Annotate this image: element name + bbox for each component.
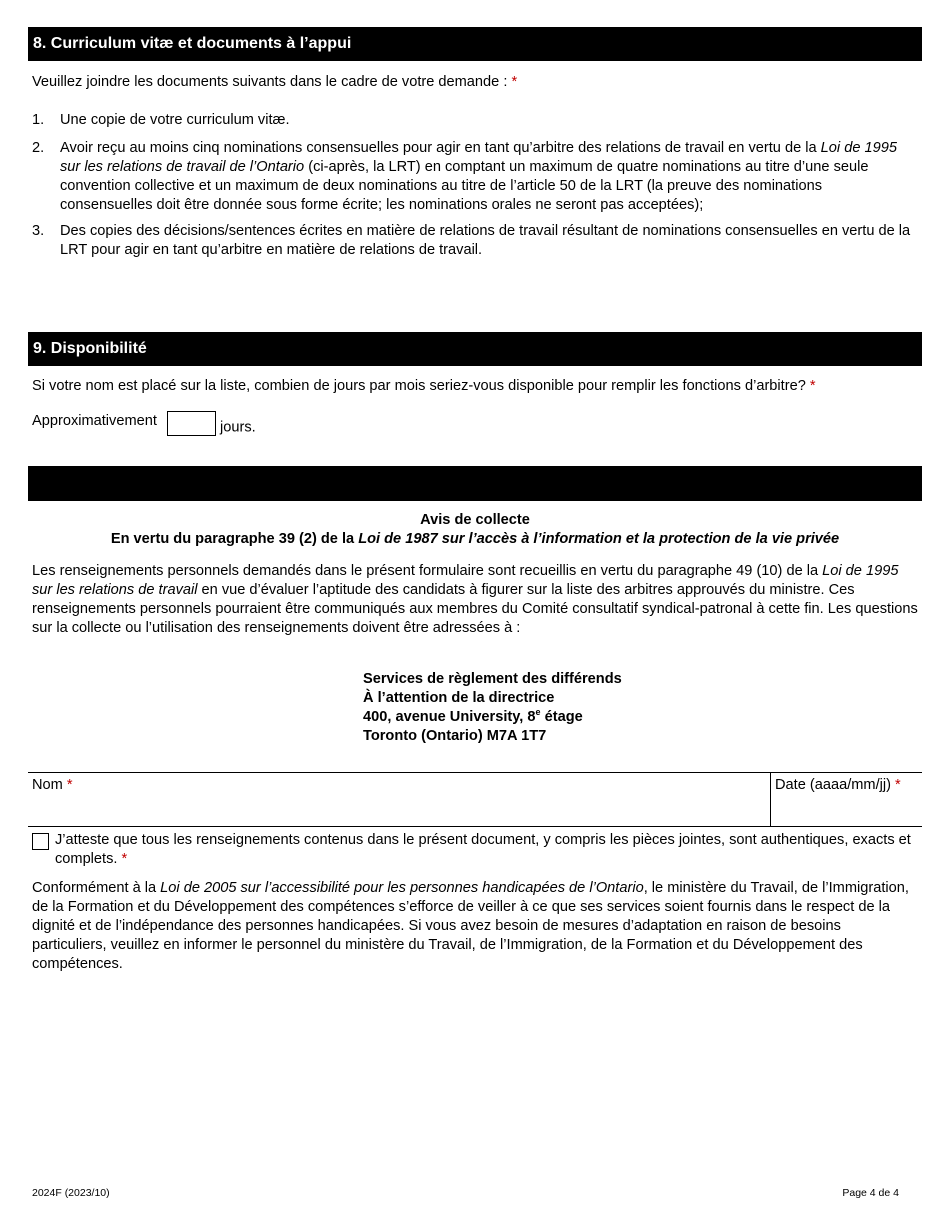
required-marker: * (895, 777, 901, 793)
attestation-checkbox[interactable] (32, 833, 49, 850)
section-9-title: 9. Disponibilité (33, 340, 147, 357)
accessibility-statement: Conformément à la Loi de 2005 sur l’accessibilité pour les personnes handicapées de l’Ontario, le ministère du Travail, de l’Immigration, de la Formation et du Développement des compétences s’efforce de veiller à ce que ses services soient fournis dans le respect de la dignité et de l’indépendance des personnes handicapées. Si vous avez besoin de mesures d’adaptation en raison de besoins particuliers, veuillez en informer le personnel du ministère du Travail, de l’Immigration, de la Formation et du Développement des compétences. (32, 880, 909, 972)
name-field[interactable] (28, 773, 771, 826)
address-line: Toronto (Ontario) M7A 1T7 (363, 728, 547, 744)
notice-header-bar (28, 466, 922, 501)
date-field[interactable] (771, 773, 922, 826)
list-item (28, 111, 918, 130)
list-item (28, 139, 918, 215)
address-line: Services de règlement des différends (363, 671, 622, 687)
section-8-intro-text: Veuillez joindre les documents suivants dans le cadre de votre demande : (32, 74, 508, 90)
required-marker: * (511, 74, 518, 90)
list-item-number: 3. (32, 223, 45, 239)
contact-address (28, 670, 922, 746)
page-number: Page 4 de 4 (842, 1187, 899, 1199)
section-9-header (28, 332, 922, 366)
notice-subtitle: En vertu du paragraphe 39 (2) de la Loi de 1987 sur l’accès à l’information et la protection de la vie privée (110, 531, 840, 547)
attestation-text: J’atteste que tous les renseignements contenus dans le présent document, y compris les pièces jointes, sont authentiques, exacts et complets. * (55, 832, 911, 867)
required-marker: * (121, 851, 128, 867)
days-suffix: jours. (220, 419, 256, 436)
required-marker: * (66, 777, 73, 793)
availability-question (28, 377, 922, 396)
name-label: Nom (32, 777, 63, 793)
date-label: Date (aaaa/mm/jj) (775, 777, 891, 793)
required-marker: * (809, 378, 816, 394)
name-date-row (28, 772, 922, 827)
address-line: À l’attention de la directrice (363, 690, 555, 706)
notice-body: Les renseignements personnels demandés dans le présent formulaire sont recueillis en vertu du paragraphe 49 (10) de la Loi de 1995 sur les relations de travail en vue d’évaluer l’aptitude des candidats à figurer sur la liste des arbitres approuvés du ministre. Ces renseignements personnels pourraient être communiqués aux membres du Comité consultatif syndical-patronal à cette fin. Les questions sur la collecte ou l’utilisation des renseignements doivent être adressées à : (32, 563, 918, 636)
notice-title: Avis de collecte (420, 512, 530, 528)
section-8-title: 8. Curriculum vitæ et documents à l’appui (33, 35, 352, 52)
list-item-number: 2. (32, 140, 45, 156)
days-per-month-input[interactable] (167, 411, 216, 436)
address-line: 400, avenue University, 8e étage (363, 707, 583, 725)
list-item (28, 222, 918, 260)
days-row (32, 415, 256, 440)
documents-list (28, 111, 918, 260)
list-item-text: Une copie de votre curriculum vitæ. (60, 112, 290, 128)
list-item-text: Des copies des décisions/sentences écrites en matière de relations de travail résultant de nominations consensuelles en vertu de la LRT pour agir en tant qu’arbitre en matière de relations de travail. (60, 223, 911, 258)
form-page (28, 0, 922, 1230)
form-id: 2024F (2023/10) (32, 1187, 110, 1199)
section-8-intro (28, 73, 922, 92)
list-item-number: 1. (32, 112, 45, 128)
approx-label: Approximativement (32, 413, 157, 430)
section-8-header (28, 27, 922, 61)
list-item-text: Avoir reçu au moins cinq nominations consensuelles pour agir en tant qu’arbitre des relations de travail en vertu de la Loi de 1995 sur les relations de travail de l’Ontario (ci-après, la LRT) en comptant un maximum de quatre nominations au titre d’une seule convention collective et un maximum de deux nominations au titre de l’article 50 de la LRT (la preuve des nominations consensuelles doit être donnée sous forme écrite; les nominations orales ne seront pas acceptées); (60, 140, 897, 213)
availability-question-text: Si votre nom est placé sur la liste, combien de jours par mois seriez-vous disponible pour remplir les fonctions d’arbitre? (32, 378, 806, 394)
